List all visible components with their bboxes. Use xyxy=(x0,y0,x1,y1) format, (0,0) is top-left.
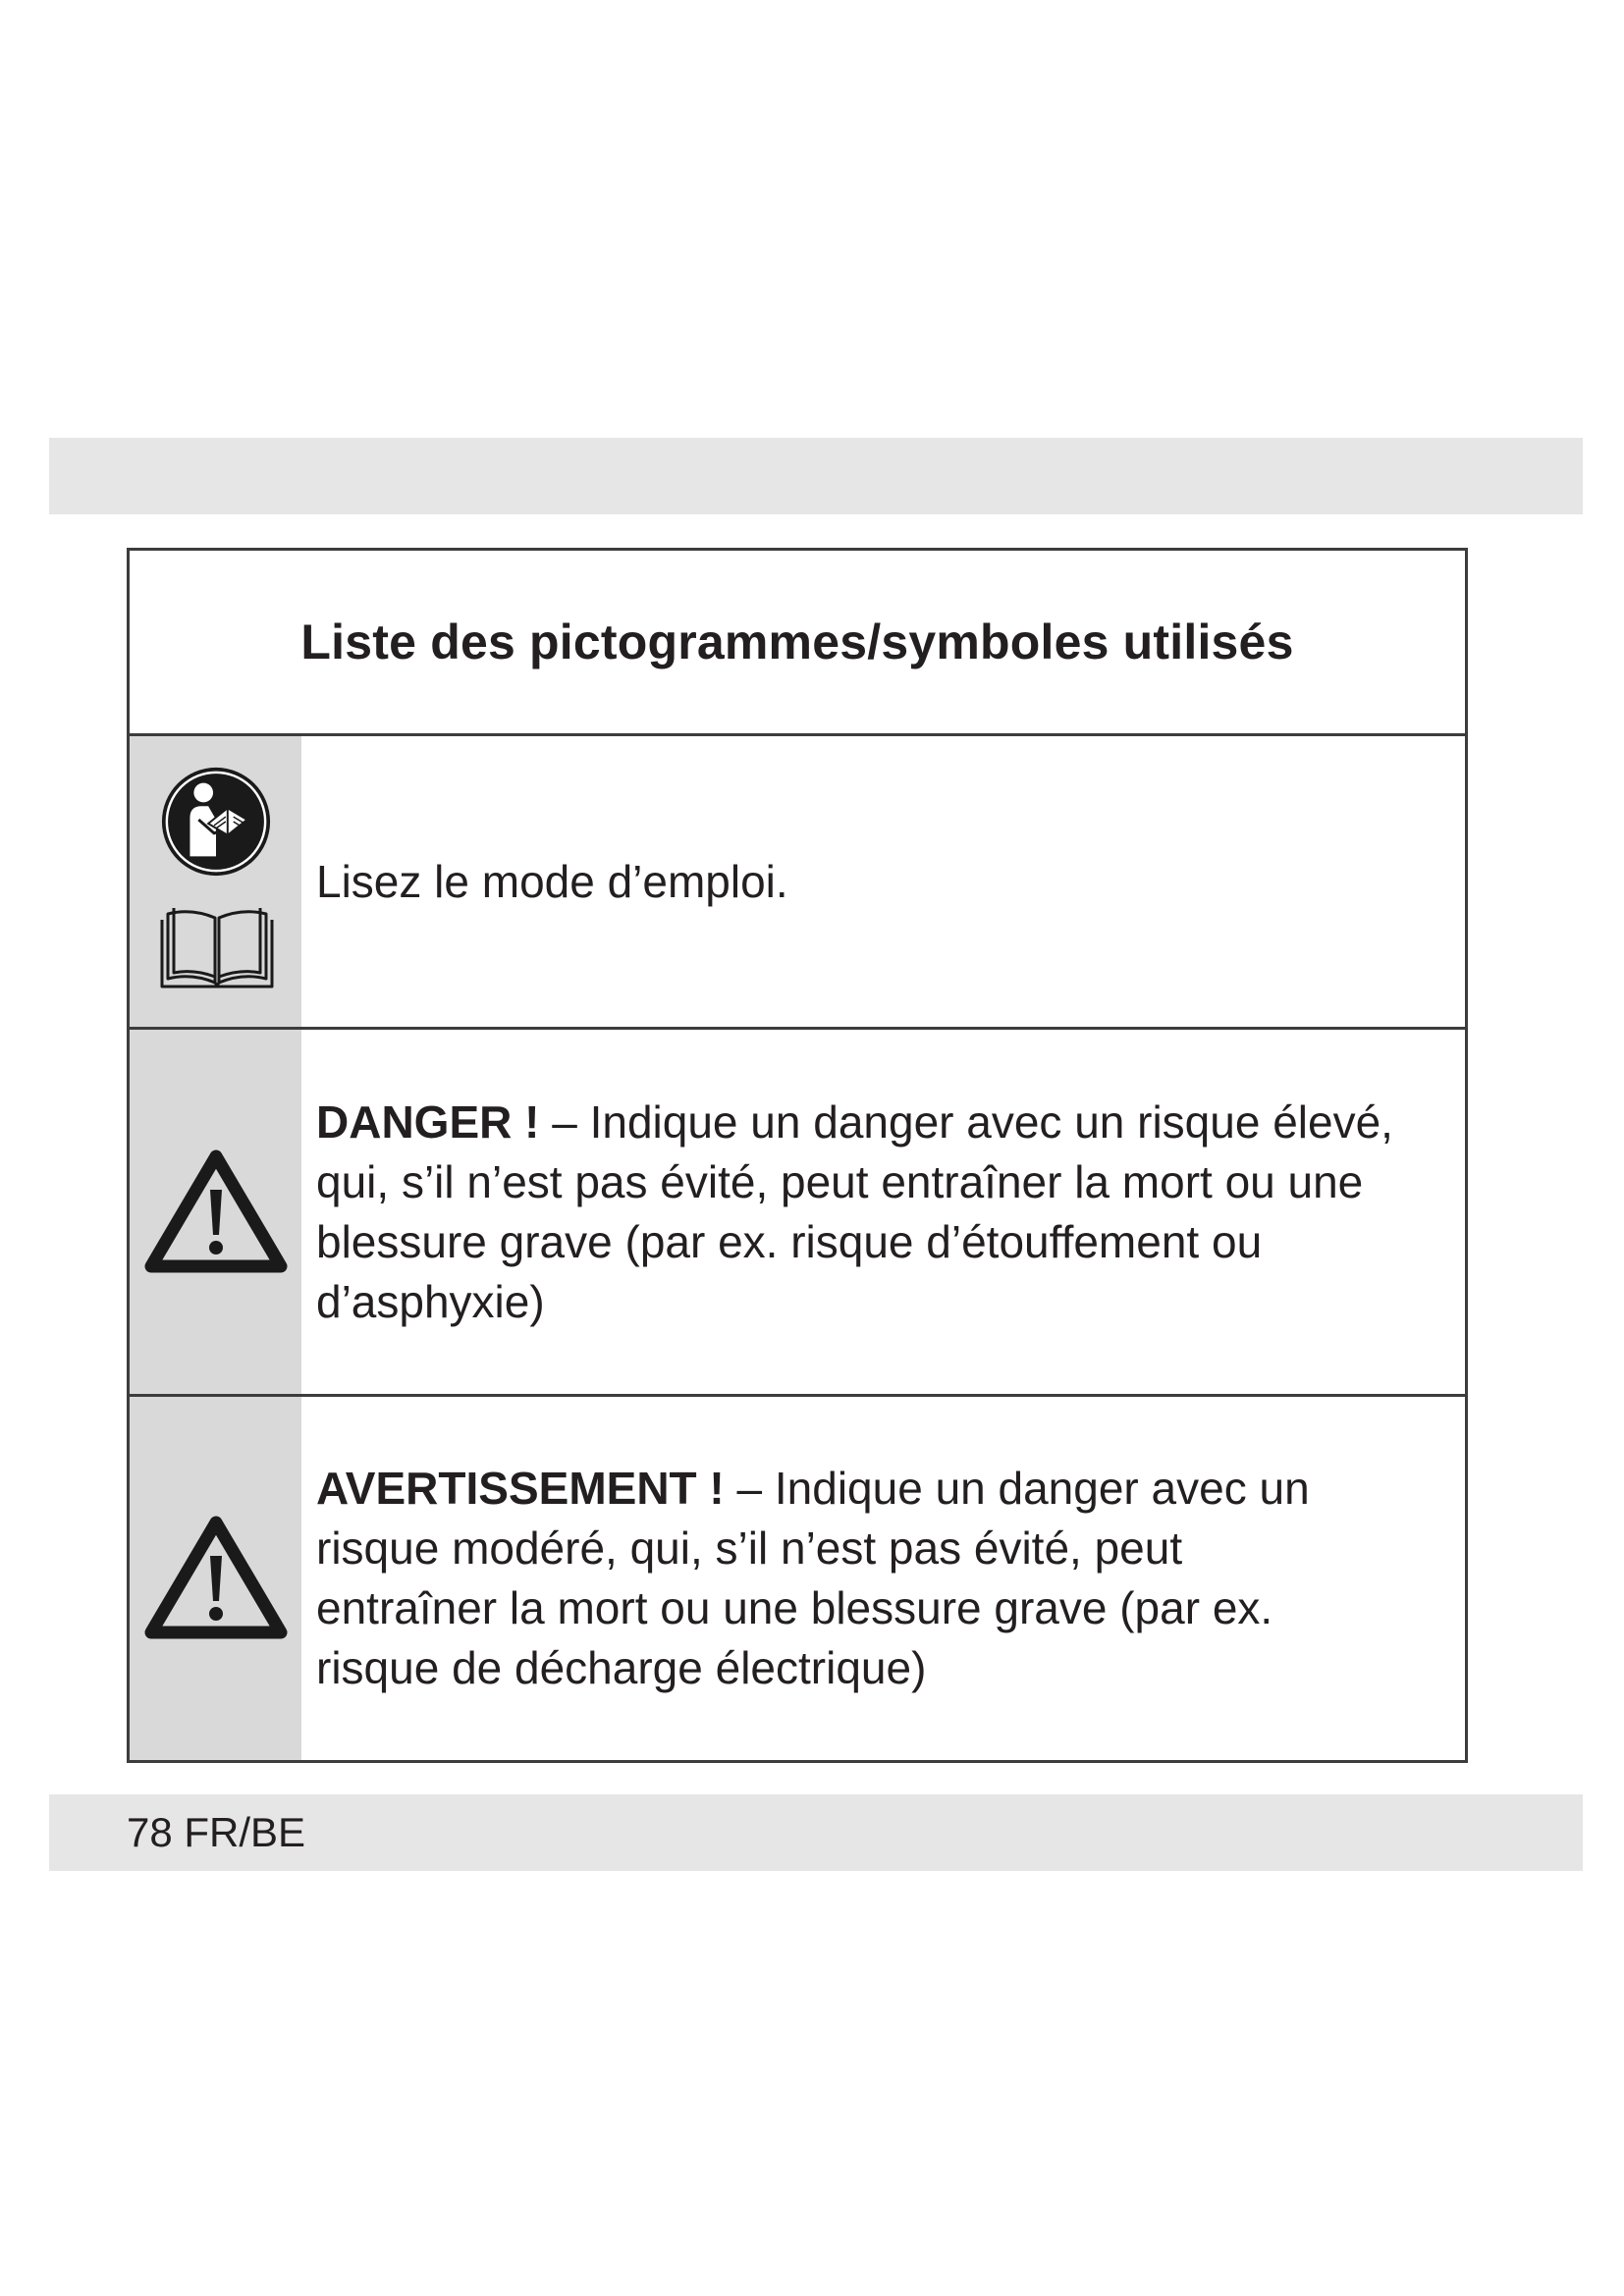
row-description xyxy=(316,1397,1367,1760)
icon-cell xyxy=(130,1030,301,1394)
table-title-row xyxy=(130,551,1465,736)
footer-band xyxy=(49,1794,1583,1871)
row-text: Lisez le mode d’emploi. xyxy=(316,855,788,907)
danger-label: DANGER ! xyxy=(316,1095,540,1148)
warning-triangle-icon xyxy=(143,1515,289,1640)
table-row xyxy=(130,1397,1465,1760)
icon-cell xyxy=(130,736,301,1027)
symbol-table xyxy=(127,548,1468,1763)
open-book-icon xyxy=(158,900,276,990)
row-description xyxy=(316,1030,1441,1394)
table-row xyxy=(130,1030,1465,1397)
table-title: Liste des pictogrammes/symboles utilisés xyxy=(300,614,1294,669)
warning-description xyxy=(316,1459,1367,1698)
row-description xyxy=(316,736,1441,1027)
table-row xyxy=(130,736,1465,1030)
header-band xyxy=(49,438,1583,514)
warning-label: AVERTISSEMENT ! xyxy=(316,1463,725,1514)
page-number: 78 FR/BE xyxy=(127,1809,306,1855)
warning-triangle-icon xyxy=(143,1148,289,1274)
read-manual-person-icon xyxy=(158,764,274,880)
danger-description xyxy=(316,1093,1441,1332)
row-text: – Indique un danger avec un risque modéré, qui, s’il n’est pas évité, peut entraîner la mort ou une blessure grave (par ex. risque de décharge électrique) xyxy=(316,1463,1310,1693)
icon-cell xyxy=(130,1397,301,1760)
row-text: – Indique un danger avec un risque élevé, qui, s’il n’est pas évité, peut entraîner la mort ou une blessure grave (par ex. risque d’étouffement ou d’asphyxie) xyxy=(316,1095,1393,1327)
